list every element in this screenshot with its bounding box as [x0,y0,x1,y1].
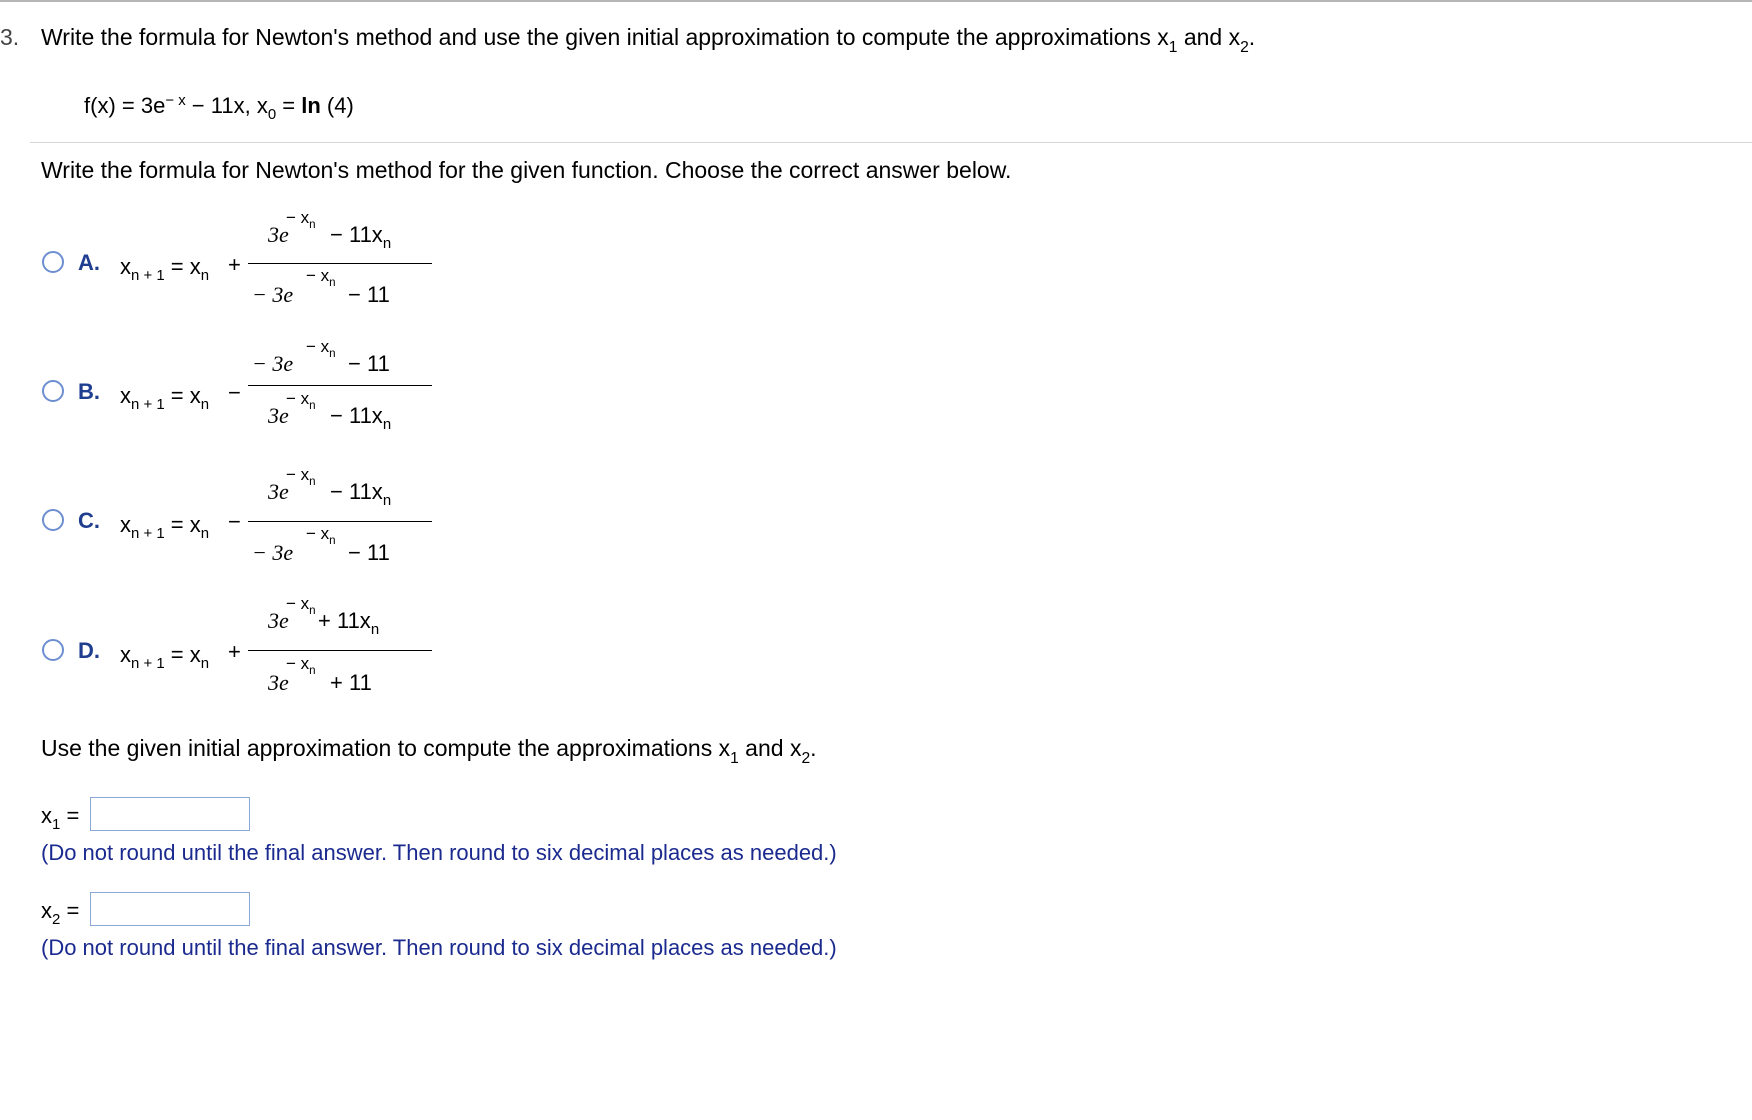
num-pre: 3e [268,608,289,633]
function-x0-sub: 0 [267,106,277,124]
choice-b-letter: B. [78,379,100,404]
den-exponent: − $x_n$ [306,266,336,289]
function-fx: f(x) = 3e [84,93,166,118]
den-pre: − 3e [252,540,294,565]
part2-sub-1: 1 [730,749,739,767]
choice-c-radio[interactable] [42,509,64,531]
lhs-x: x [120,512,131,537]
den-post: + 11 [330,670,372,695]
choice-a-radio[interactable] [42,251,64,273]
choice-a-operator: + [228,252,241,277]
lhs-eq: = x [164,254,201,279]
choice-d-letter: D. [78,638,100,663]
part2-prompt-main: Use the given initial approximation to compute the approximations x [41,735,731,761]
num-pre: − 3e [252,351,294,376]
function-rest: − 11x, x [185,93,268,118]
num-post: − 11 [348,351,390,376]
function-exponent: − x [165,91,186,109]
lhs-n: n [200,396,210,414]
fraction-bar [248,263,432,264]
den-post: − 11 [348,540,390,565]
function-arg: (4) [320,93,354,118]
num-exponent: − $x_n$ [286,465,316,488]
function-eq: = [276,93,302,118]
lhs-sub: n + 1 [131,267,165,285]
section-divider [30,142,1752,143]
lhs-eq: = x [164,642,201,667]
choice-b-lhs [120,383,210,414]
top-divider [0,0,1752,2]
choice-c-letter: C. [78,508,100,533]
num-pre: 3e [268,222,289,247]
den-exponent: − $x_n$ [306,524,336,547]
question-text-main: Write the formula for Newton's method and use the given initial approximation to compute the approximations x [41,24,1169,50]
question-number: 3. [0,24,20,50]
choice-b-operator: − [228,380,241,405]
question-period: . [1248,24,1256,50]
den-pre: 3e [268,670,289,695]
x2-answer-input[interactable] [90,892,250,926]
num-pre: 3e [268,479,289,504]
choice-b-radio[interactable] [42,380,64,402]
x1-rounding-note: (Do not round until the final answer. Then round to six decimal places as needed.) [41,840,837,865]
fraction-bar [248,521,432,522]
den-exponent: − $x_n$ [286,389,316,412]
lhs-n: n [200,525,210,543]
choice-d[interactable] [42,594,442,704]
question-sub-2: 2 [1240,38,1249,56]
lhs-x: x [120,254,131,279]
lhs-sub: n + 1 [131,655,165,673]
den-post: − $11x_n$ [330,403,392,434]
question-and: and x [1183,24,1241,50]
choice-a-lhs [120,254,210,285]
choice-d-lhs [120,642,210,673]
choice-c-operator: − [228,509,241,534]
lhs-eq: = x [164,512,201,537]
function-ln: ln [301,93,321,118]
lhs-eq: = x [164,383,201,408]
part2-and: and x [738,735,802,761]
lhs-sub: n + 1 [131,525,165,543]
num-exponent: − $x_n$ [286,594,316,617]
choice-d-operator: + [228,639,241,664]
num-post: − $11x_n$ [330,479,392,510]
choice-c[interactable] [42,465,442,575]
lhs-sub: n + 1 [131,396,165,414]
choice-a[interactable] [42,208,442,318]
fraction-bar [248,385,432,386]
num-post: − $11x_n$ [330,222,392,253]
fraction-bar [248,650,432,651]
x2-rounding-note: (Do not round until the final answer. Then round to six decimal places as needed.) [41,935,837,960]
den-exponent: − $x_n$ [286,654,316,677]
question-text [41,24,1256,56]
choice-a-letter: A. [78,250,100,275]
choice-c-lhs [120,512,210,543]
function-definition [84,91,354,124]
den-pre: − 3e [252,282,294,307]
lhs-n: n [200,267,210,285]
num-exponent: − $x_n$ [306,337,336,360]
part2-sub-2: 2 [801,749,811,767]
part2-period: . [810,735,817,761]
choice-b[interactable] [42,337,442,447]
x2-label: $x_2$ = [41,898,80,929]
num-exponent: − $x_n$ [286,208,316,231]
lhs-n: n [200,655,210,673]
lhs-x: x [120,642,131,667]
den-post: − 11 [348,282,390,307]
num-post: + $11x_n$ [318,608,380,639]
den-pre: 3e [268,403,289,428]
choice-d-radio[interactable] [42,639,64,661]
part1-instruction: Write the formula for Newton's method for the given function. Choose the correct answer below. [41,157,1012,183]
lhs-x: x [120,383,131,408]
part2-instruction [41,735,817,767]
question-sub-1: 1 [1168,38,1178,56]
x1-label: $x_1$ = [41,803,80,834]
x1-answer-input[interactable] [90,797,250,831]
